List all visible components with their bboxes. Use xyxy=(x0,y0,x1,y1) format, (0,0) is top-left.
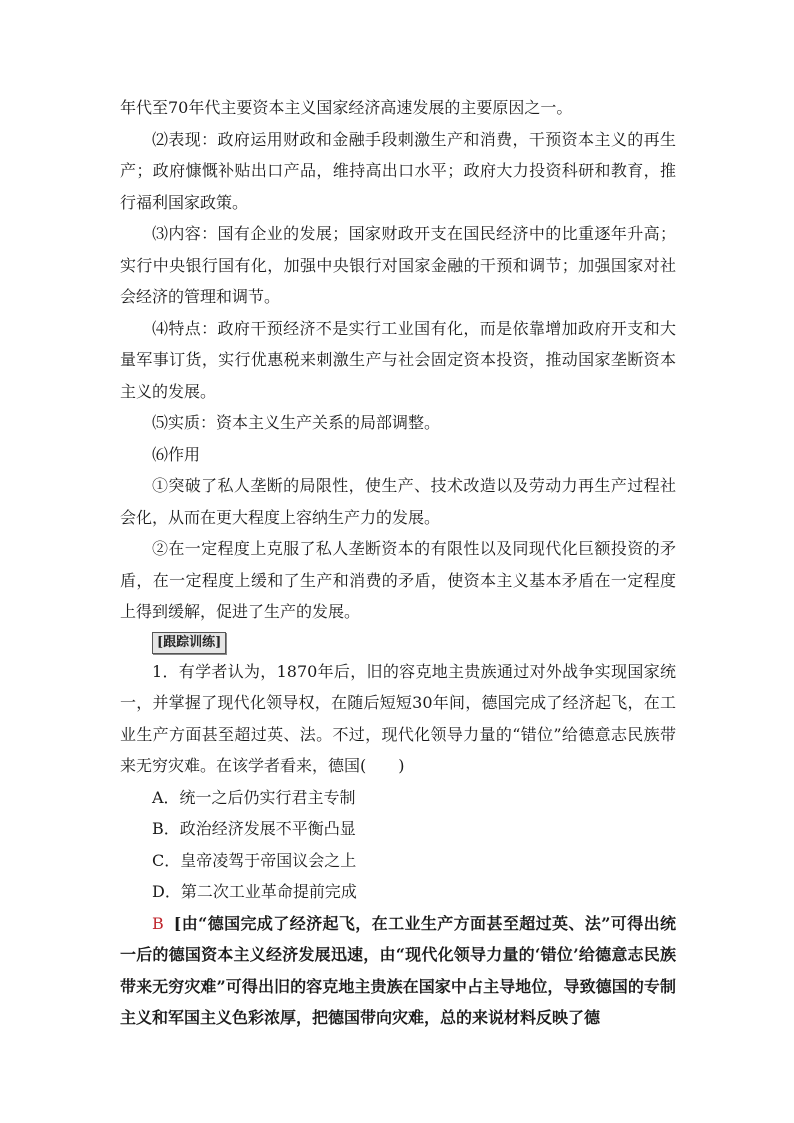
paragraph-performance: ⑵表现：政府运用财政和金融手段刺激生产和消费，干预资本主义的再生产；政府慷慨补贴出口产品，维持高出口水平；政府大力投资科研和教育，推行福利国家政策。 xyxy=(120,129,676,212)
paragraph-content: ⑶内容：国有企业的发展；国家财政开支在国民经济中的比重逐年升高；实行中央银行国有化，加强中央银行对国家金融的干预和调节；加强国家对社会经济的管理和调节。 xyxy=(120,224,676,306)
option-d: D．第二次工业革命提前完成 xyxy=(152,882,357,901)
section-tag: [跟踪训练] xyxy=(152,632,226,654)
paragraph-features: ⑷特点：政府干预经济不是实行工业国有化，而是依靠增加政府开支和大量军事订货，实行优惠税来刺激生产与社会固定资本投资，推动国家垄断资本主义的发展。 xyxy=(120,318,676,401)
paragraph-effect-1: ①突破了私人垄断的局限性，使生产、技术改造以及劳动力再生产过程社会化，从而在更大程度上容纳生产力的发展。 xyxy=(120,476,676,527)
paragraph-effect-heading: ⑹作用 xyxy=(152,444,201,464)
paragraph-essence: ⑸实质：资本主义生产关系的局部调整。 xyxy=(152,413,441,432)
paragraph-effect-2: ②在一定程度上克服了私人垄断资本的有限性以及同现代化巨额投资的矛盾，在一定程度上缓和了生产和消费的矛盾，使资本主义基本矛盾在一定程度上得到缓解，促进了生产的发展。 xyxy=(120,539,676,621)
option-a: A．统一之后仍实行君主专制 xyxy=(152,787,356,807)
answer-letter: B xyxy=(152,913,164,933)
option-c: C．皇帝凌驾于帝国议会之上 xyxy=(152,850,357,870)
section-tag-row xyxy=(120,628,676,656)
option-b: B．政治经济发展不平衡凸显 xyxy=(152,819,356,838)
answer-explanation xyxy=(120,908,676,1034)
answer-text: [由“德国完成了经济起飞，在工业生产方面甚至超过英、法”可得出统一后的德国资本主义经济发展迅速，由“现代化领导力量的‘错位’给德意志民族带来无穷灾难”可得出旧的容克地主贵族在国家中占主导地位，导致德国的专制主义和军国主义色彩浓厚，把德国带向灾难，总的来说材料反映了德 xyxy=(120,913,676,1027)
document-page xyxy=(120,92,676,1034)
question-stem: 1．有学者认为，1870年后，旧的容克地主贵族通过对外战争实现国家统一，并掌握了现代化领导权，在随后短短30年间，德国完成了经济起飞，在工业生产方面甚至超过英、法。不过，现代化领导力量的“错位”给德意志民族带来无穷灾难。在该学者看来，德国( ) xyxy=(120,661,676,775)
paragraph-continuation: 年代至70年代主要资本主义国家经济高速发展的主要原因之一。 xyxy=(120,98,573,117)
